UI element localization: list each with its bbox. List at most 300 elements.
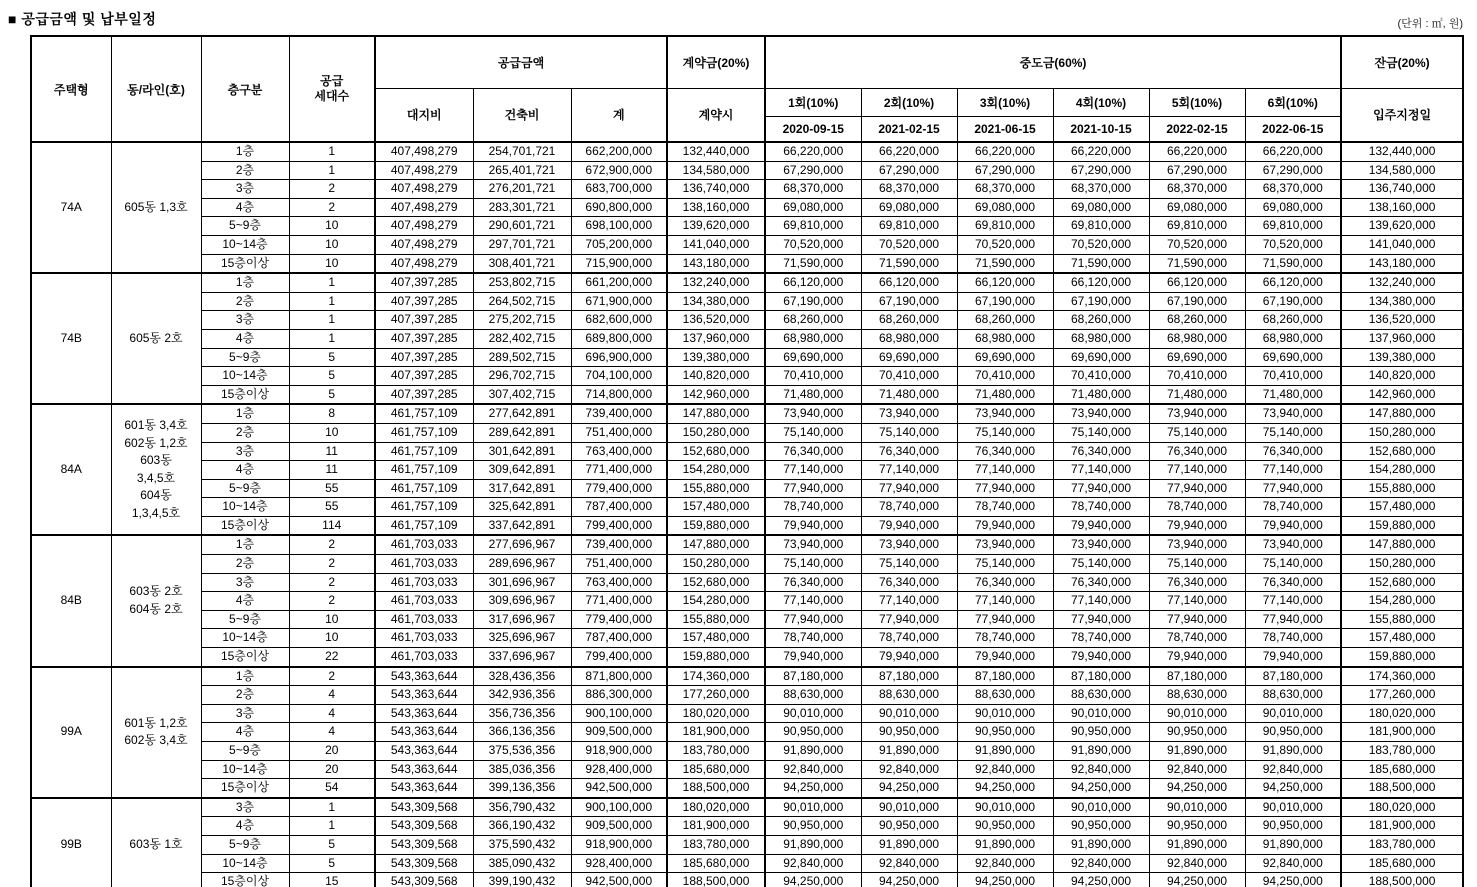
floor-cell: 1층	[201, 404, 289, 423]
floor-cell: 15층이상	[201, 516, 289, 535]
installment-payment-cell-2: 73,940,000	[861, 535, 957, 554]
col-header-dong-line: 동/라인(호)	[111, 36, 201, 142]
contract-payment-cell: 157,480,000	[667, 629, 765, 648]
land-cost-cell: 543,363,644	[375, 704, 473, 723]
land-cost-cell: 407,498,279	[375, 235, 473, 254]
total-cost-cell: 928,400,000	[571, 760, 667, 779]
installment-payment-cell-5: 71,480,000	[1149, 385, 1245, 404]
installment-payment-cell-5: 70,520,000	[1149, 235, 1245, 254]
land-cost-cell: 543,363,644	[375, 779, 473, 798]
installment-payment-cell-5: 68,370,000	[1149, 180, 1245, 199]
installment-payment-cell-6: 76,340,000	[1245, 573, 1341, 592]
balance-payment-cell: 157,480,000	[1341, 629, 1463, 648]
table-body	[31, 142, 1463, 887]
installment-payment-cell-3: 90,950,000	[957, 723, 1053, 742]
group-header-contract: 계약금(20%)	[667, 36, 765, 88]
floor-cell: 10~14층	[201, 498, 289, 517]
installment-payment-cell-6: 91,890,000	[1245, 835, 1341, 854]
table-row	[31, 573, 1463, 592]
table-row	[31, 779, 1463, 798]
installment-payment-cell-1: 91,890,000	[765, 742, 861, 761]
units-cell: 22	[289, 648, 375, 667]
land-cost-cell: 461,757,109	[375, 498, 473, 517]
total-cost-cell: 871,800,000	[571, 667, 667, 686]
installment-payment-cell-6: 90,010,000	[1245, 798, 1341, 817]
building-cost-cell: 275,202,715	[473, 311, 571, 330]
contract-payment-cell: 157,480,000	[667, 498, 765, 517]
installment-payment-cell-2: 68,370,000	[861, 180, 957, 199]
installment-payment-cell-1: 66,120,000	[765, 273, 861, 292]
installment-payment-cell-2: 76,340,000	[861, 442, 957, 461]
land-cost-cell: 461,703,033	[375, 629, 473, 648]
installment-payment-cell-5: 79,940,000	[1149, 648, 1245, 667]
contract-payment-cell: 183,780,000	[667, 835, 765, 854]
installment-date-4: 2021-10-15	[1053, 116, 1149, 142]
total-cost-cell: 771,400,000	[571, 592, 667, 611]
installment-payment-cell-2: 77,140,000	[861, 461, 957, 480]
installment-payment-cell-3: 70,520,000	[957, 235, 1053, 254]
col-header-units: 공급 세대수	[289, 36, 375, 142]
table-row	[31, 686, 1463, 705]
land-cost-cell: 461,703,033	[375, 610, 473, 629]
building-cost-cell: 366,190,432	[473, 817, 571, 836]
installment-payment-cell-6: 77,940,000	[1245, 610, 1341, 629]
contract-payment-cell: 150,280,000	[667, 423, 765, 442]
table-row	[31, 592, 1463, 611]
building-cost-cell: 296,702,715	[473, 367, 571, 386]
installment-payment-cell-3: 79,940,000	[957, 516, 1053, 535]
page-title: ■ 공급금액 및 납부일정	[8, 11, 157, 27]
land-cost-cell: 407,397,285	[375, 367, 473, 386]
table-row	[31, 367, 1463, 386]
land-cost-cell: 407,397,285	[375, 385, 473, 404]
installment-payment-cell-1: 77,940,000	[765, 479, 861, 498]
building-cost-cell: 297,701,721	[473, 235, 571, 254]
total-cost-cell: 909,500,000	[571, 817, 667, 836]
table-row	[31, 404, 1463, 423]
installment-payment-cell-4: 78,740,000	[1053, 629, 1149, 648]
installment-payment-cell-4: 67,190,000	[1053, 292, 1149, 311]
installment-payment-cell-5: 94,250,000	[1149, 873, 1245, 887]
units-cell: 1	[289, 798, 375, 817]
floor-cell: 5~9층	[201, 610, 289, 629]
land-cost-cell: 461,703,033	[375, 648, 473, 667]
units-cell: 1	[289, 292, 375, 311]
installment-payment-cell-5: 67,190,000	[1149, 292, 1245, 311]
building-cost-cell: 399,190,432	[473, 873, 571, 887]
col-header-installment-2: 2회(10%)	[861, 88, 957, 116]
installment-payment-cell-6: 70,410,000	[1245, 367, 1341, 386]
units-cell: 5	[289, 385, 375, 404]
building-cost-cell: 385,090,432	[473, 854, 571, 873]
installment-payment-cell-5: 76,340,000	[1149, 573, 1245, 592]
installment-payment-cell-3: 69,810,000	[957, 217, 1053, 236]
balance-payment-cell: 132,240,000	[1341, 273, 1463, 292]
floor-cell: 15층이상	[201, 779, 289, 798]
balance-payment-cell: 152,680,000	[1341, 442, 1463, 461]
balance-payment-cell: 159,880,000	[1341, 516, 1463, 535]
building-cost-cell: 283,301,721	[473, 198, 571, 217]
installment-payment-cell-2: 90,010,000	[861, 704, 957, 723]
contract-payment-cell: 142,960,000	[667, 385, 765, 404]
building-cost-cell: 277,642,891	[473, 404, 571, 423]
building-cost-cell: 253,802,715	[473, 273, 571, 292]
balance-payment-cell: 139,620,000	[1341, 217, 1463, 236]
col-header-building: 건축비	[473, 88, 571, 142]
installment-payment-cell-2: 75,140,000	[861, 555, 957, 574]
building-cost-cell: 254,701,721	[473, 142, 571, 161]
balance-payment-cell: 185,680,000	[1341, 760, 1463, 779]
installment-payment-cell-4: 70,410,000	[1053, 367, 1149, 386]
units-cell: 114	[289, 516, 375, 535]
table-row	[31, 442, 1463, 461]
installment-payment-cell-6: 94,250,000	[1245, 873, 1341, 887]
contract-payment-cell: 177,260,000	[667, 686, 765, 705]
installment-payment-cell-3: 71,480,000	[957, 385, 1053, 404]
floor-cell: 10~14층	[201, 235, 289, 254]
installment-payment-cell-1: 73,940,000	[765, 404, 861, 423]
installment-payment-cell-2: 66,120,000	[861, 273, 957, 292]
installment-payment-cell-6: 71,480,000	[1245, 385, 1341, 404]
installment-payment-cell-6: 78,740,000	[1245, 629, 1341, 648]
installment-payment-cell-3: 94,250,000	[957, 873, 1053, 887]
installment-payment-cell-1: 90,010,000	[765, 704, 861, 723]
installment-payment-cell-5: 91,890,000	[1149, 742, 1245, 761]
installment-payment-cell-4: 91,890,000	[1053, 835, 1149, 854]
balance-payment-cell: 159,880,000	[1341, 648, 1463, 667]
installment-payment-cell-6: 90,010,000	[1245, 704, 1341, 723]
floor-cell: 4층	[201, 461, 289, 480]
floor-cell: 3층	[201, 798, 289, 817]
building-cost-cell: 309,642,891	[473, 461, 571, 480]
house-type-cell: 84B	[31, 535, 111, 666]
total-cost-cell: 799,400,000	[571, 648, 667, 667]
installment-payment-cell-3: 69,080,000	[957, 198, 1053, 217]
table-row	[31, 292, 1463, 311]
table-row	[31, 704, 1463, 723]
balance-payment-cell: 183,780,000	[1341, 835, 1463, 854]
table-row	[31, 667, 1463, 686]
building-cost-cell: 337,696,967	[473, 648, 571, 667]
installment-payment-cell-5: 76,340,000	[1149, 442, 1245, 461]
installment-payment-cell-1: 90,950,000	[765, 723, 861, 742]
installment-payment-cell-2: 88,630,000	[861, 686, 957, 705]
installment-payment-cell-5: 77,140,000	[1149, 592, 1245, 611]
installment-payment-cell-3: 67,190,000	[957, 292, 1053, 311]
installment-payment-cell-4: 77,140,000	[1053, 592, 1149, 611]
units-cell: 10	[289, 423, 375, 442]
installment-payment-cell-2: 77,940,000	[861, 479, 957, 498]
table-row	[31, 555, 1463, 574]
installment-payment-cell-4: 75,140,000	[1053, 423, 1149, 442]
installment-payment-cell-4: 66,120,000	[1053, 273, 1149, 292]
installment-payment-cell-5: 73,940,000	[1149, 404, 1245, 423]
building-cost-cell: 289,696,967	[473, 555, 571, 574]
installment-payment-cell-1: 69,080,000	[765, 198, 861, 217]
contract-payment-cell: 185,680,000	[667, 760, 765, 779]
contract-payment-cell: 139,620,000	[667, 217, 765, 236]
floor-cell: 10~14층	[201, 760, 289, 779]
installment-payment-cell-6: 79,940,000	[1245, 516, 1341, 535]
installment-payment-cell-2: 91,890,000	[861, 742, 957, 761]
installment-payment-cell-2: 67,290,000	[861, 161, 957, 180]
installment-payment-cell-4: 68,980,000	[1053, 329, 1149, 348]
floor-cell: 1층	[201, 535, 289, 554]
installment-payment-cell-1: 67,190,000	[765, 292, 861, 311]
col-header-installment-1: 1회(10%)	[765, 88, 861, 116]
land-cost-cell: 407,498,279	[375, 161, 473, 180]
installment-payment-cell-3: 87,180,000	[957, 667, 1053, 686]
units-cell: 20	[289, 742, 375, 761]
units-cell: 55	[289, 498, 375, 517]
installment-payment-cell-6: 77,140,000	[1245, 592, 1341, 611]
installment-payment-cell-4: 69,080,000	[1053, 198, 1149, 217]
total-cost-cell: 751,400,000	[571, 555, 667, 574]
balance-payment-cell: 188,500,000	[1341, 873, 1463, 887]
contract-payment-cell: 136,520,000	[667, 311, 765, 330]
balance-payment-cell: 134,380,000	[1341, 292, 1463, 311]
installment-payment-cell-2: 90,010,000	[861, 798, 957, 817]
units-cell: 1	[289, 273, 375, 292]
table-row	[31, 610, 1463, 629]
installment-payment-cell-4: 77,940,000	[1053, 479, 1149, 498]
building-cost-cell: 317,696,967	[473, 610, 571, 629]
dong-line-cell: 605동 1,3호	[111, 142, 201, 273]
floor-cell: 5~9층	[201, 835, 289, 854]
installment-payment-cell-4: 92,840,000	[1053, 760, 1149, 779]
installment-payment-cell-1: 88,630,000	[765, 686, 861, 705]
contract-payment-cell: 180,020,000	[667, 798, 765, 817]
installment-payment-cell-6: 92,840,000	[1245, 854, 1341, 873]
units-cell: 20	[289, 760, 375, 779]
installment-payment-cell-1: 79,940,000	[765, 648, 861, 667]
installment-payment-cell-5: 67,290,000	[1149, 161, 1245, 180]
table-row	[31, 235, 1463, 254]
installment-payment-cell-1: 79,940,000	[765, 516, 861, 535]
balance-payment-cell: 142,960,000	[1341, 385, 1463, 404]
contract-payment-cell: 183,780,000	[667, 742, 765, 761]
units-cell: 1	[289, 311, 375, 330]
installment-payment-cell-6: 66,120,000	[1245, 273, 1341, 292]
installment-payment-cell-6: 67,290,000	[1245, 161, 1341, 180]
units-cell: 2	[289, 555, 375, 574]
units-cell: 5	[289, 854, 375, 873]
land-cost-cell: 461,757,109	[375, 461, 473, 480]
floor-cell: 4층	[201, 198, 289, 217]
land-cost-cell: 461,757,109	[375, 516, 473, 535]
floor-cell: 5~9층	[201, 217, 289, 236]
installment-payment-cell-4: 90,950,000	[1053, 817, 1149, 836]
total-cost-cell: 763,400,000	[571, 573, 667, 592]
installment-payment-cell-5: 71,590,000	[1149, 254, 1245, 273]
installment-payment-cell-1: 75,140,000	[765, 555, 861, 574]
installment-payment-cell-3: 76,340,000	[957, 442, 1053, 461]
installment-payment-cell-3: 66,120,000	[957, 273, 1053, 292]
balance-payment-cell: 143,180,000	[1341, 254, 1463, 273]
land-cost-cell: 407,498,279	[375, 254, 473, 273]
installment-payment-cell-4: 88,630,000	[1053, 686, 1149, 705]
installment-payment-cell-3: 66,220,000	[957, 142, 1053, 161]
installment-payment-cell-1: 87,180,000	[765, 667, 861, 686]
installment-payment-cell-1: 66,220,000	[765, 142, 861, 161]
installment-payment-cell-6: 94,250,000	[1245, 779, 1341, 798]
building-cost-cell: 301,642,891	[473, 442, 571, 461]
table-row	[31, 516, 1463, 535]
contract-payment-cell: 139,380,000	[667, 348, 765, 367]
land-cost-cell: 461,757,109	[375, 404, 473, 423]
installment-payment-cell-5: 69,690,000	[1149, 348, 1245, 367]
installment-payment-cell-2: 87,180,000	[861, 667, 957, 686]
installment-payment-cell-5: 77,940,000	[1149, 479, 1245, 498]
contract-payment-cell: 137,960,000	[667, 329, 765, 348]
dong-line-cell: 601동 3,4호 602동 1,2호 603동 3,4,5호 604동 1,3,4,5호	[111, 404, 201, 535]
balance-payment-cell: 136,740,000	[1341, 180, 1463, 199]
balance-payment-cell: 132,440,000	[1341, 142, 1463, 161]
total-cost-cell: 900,100,000	[571, 704, 667, 723]
installment-payment-cell-3: 91,890,000	[957, 742, 1053, 761]
table-row	[31, 217, 1463, 236]
floor-cell: 5~9층	[201, 348, 289, 367]
installment-payment-cell-3: 73,940,000	[957, 535, 1053, 554]
total-cost-cell: 886,300,000	[571, 686, 667, 705]
installment-payment-cell-6: 76,340,000	[1245, 442, 1341, 461]
installment-payment-cell-4: 71,480,000	[1053, 385, 1149, 404]
units-cell: 1	[289, 329, 375, 348]
units-cell: 4	[289, 723, 375, 742]
floor-cell: 1층	[201, 667, 289, 686]
units-cell: 2	[289, 180, 375, 199]
table-row	[31, 180, 1463, 199]
total-cost-cell: 704,100,000	[571, 367, 667, 386]
floor-cell: 10~14층	[201, 854, 289, 873]
installment-payment-cell-5: 66,120,000	[1149, 273, 1245, 292]
table-row	[31, 254, 1463, 273]
installment-payment-cell-5: 66,220,000	[1149, 142, 1245, 161]
land-cost-cell: 461,703,033	[375, 573, 473, 592]
total-cost-cell: 705,200,000	[571, 235, 667, 254]
installment-payment-cell-1: 77,940,000	[765, 610, 861, 629]
table-row	[31, 348, 1463, 367]
installment-payment-cell-2: 78,740,000	[861, 498, 957, 517]
table-row	[31, 854, 1463, 873]
total-cost-cell: 942,500,000	[571, 779, 667, 798]
installment-payment-cell-2: 92,840,000	[861, 854, 957, 873]
installment-payment-cell-3: 69,690,000	[957, 348, 1053, 367]
units-cell: 10	[289, 610, 375, 629]
installment-payment-cell-6: 67,190,000	[1245, 292, 1341, 311]
installment-payment-cell-3: 94,250,000	[957, 779, 1053, 798]
installment-payment-cell-6: 69,810,000	[1245, 217, 1341, 236]
contract-payment-cell: 138,160,000	[667, 198, 765, 217]
contract-payment-cell: 150,280,000	[667, 555, 765, 574]
installment-payment-cell-3: 78,740,000	[957, 498, 1053, 517]
floor-cell: 15층이상	[201, 385, 289, 404]
installment-payment-cell-5: 90,950,000	[1149, 817, 1245, 836]
land-cost-cell: 461,703,033	[375, 535, 473, 554]
units-cell: 2	[289, 535, 375, 554]
total-cost-cell: 661,200,000	[571, 273, 667, 292]
installment-payment-cell-5: 78,740,000	[1149, 498, 1245, 517]
unit-note: (단위 : ㎡, 원)	[1397, 18, 1463, 30]
installment-payment-cell-3: 71,590,000	[957, 254, 1053, 273]
land-cost-cell: 407,397,285	[375, 292, 473, 311]
land-cost-cell: 461,757,109	[375, 423, 473, 442]
installment-payment-cell-5: 69,810,000	[1149, 217, 1245, 236]
land-cost-cell: 543,309,568	[375, 835, 473, 854]
house-type-cell: 84A	[31, 404, 111, 535]
table-row	[31, 273, 1463, 292]
balance-payment-cell: 140,820,000	[1341, 367, 1463, 386]
floor-cell: 2층	[201, 686, 289, 705]
total-cost-cell: 715,900,000	[571, 254, 667, 273]
installment-payment-cell-5: 69,080,000	[1149, 198, 1245, 217]
installment-payment-cell-4: 69,690,000	[1053, 348, 1149, 367]
installment-payment-cell-5: 77,140,000	[1149, 461, 1245, 480]
total-cost-cell: 689,800,000	[571, 329, 667, 348]
land-cost-cell: 543,309,568	[375, 817, 473, 836]
contract-payment-cell: 188,500,000	[667, 779, 765, 798]
total-cost-cell: 787,400,000	[571, 498, 667, 517]
installment-payment-cell-1: 68,370,000	[765, 180, 861, 199]
land-cost-cell: 407,498,279	[375, 142, 473, 161]
table-row	[31, 461, 1463, 480]
installment-payment-cell-6: 71,590,000	[1245, 254, 1341, 273]
land-cost-cell: 543,363,644	[375, 723, 473, 742]
installment-payment-cell-1: 78,740,000	[765, 498, 861, 517]
installment-payment-cell-3: 77,140,000	[957, 461, 1053, 480]
units-cell: 1	[289, 817, 375, 836]
col-header-installment-6: 6회(10%)	[1245, 88, 1341, 116]
total-cost-cell: 771,400,000	[571, 461, 667, 480]
balance-payment-cell: 147,880,000	[1341, 404, 1463, 423]
installment-payment-cell-5: 90,950,000	[1149, 723, 1245, 742]
installment-payment-cell-5: 75,140,000	[1149, 423, 1245, 442]
total-cost-cell: 683,700,000	[571, 180, 667, 199]
contract-payment-cell: 181,900,000	[667, 817, 765, 836]
building-cost-cell: 282,402,715	[473, 329, 571, 348]
installment-payment-cell-6: 77,940,000	[1245, 479, 1341, 498]
installment-payment-cell-1: 68,980,000	[765, 329, 861, 348]
installment-payment-cell-4: 69,810,000	[1053, 217, 1149, 236]
contract-payment-cell: 134,580,000	[667, 161, 765, 180]
land-cost-cell: 461,757,109	[375, 479, 473, 498]
installment-payment-cell-5: 68,980,000	[1149, 329, 1245, 348]
balance-payment-cell: 180,020,000	[1341, 798, 1463, 817]
installment-payment-cell-4: 73,940,000	[1053, 404, 1149, 423]
balance-payment-cell: 155,880,000	[1341, 610, 1463, 629]
installment-payment-cell-5: 75,140,000	[1149, 555, 1245, 574]
building-cost-cell: 289,502,715	[473, 348, 571, 367]
installment-payment-cell-3: 90,010,000	[957, 704, 1053, 723]
building-cost-cell: 290,601,721	[473, 217, 571, 236]
land-cost-cell: 543,309,568	[375, 854, 473, 873]
units-cell: 10	[289, 629, 375, 648]
balance-payment-cell: 150,280,000	[1341, 555, 1463, 574]
installment-payment-cell-3: 79,940,000	[957, 648, 1053, 667]
units-cell: 5	[289, 367, 375, 386]
land-cost-cell: 543,363,644	[375, 742, 473, 761]
installment-payment-cell-4: 94,250,000	[1053, 873, 1149, 887]
building-cost-cell: 276,201,721	[473, 180, 571, 199]
building-cost-cell: 385,036,356	[473, 760, 571, 779]
contract-payment-cell: 155,880,000	[667, 610, 765, 629]
installment-payment-cell-1: 94,250,000	[765, 873, 861, 887]
installment-payment-cell-1: 94,250,000	[765, 779, 861, 798]
floor-cell: 1층	[201, 273, 289, 292]
contract-payment-cell: 159,880,000	[667, 648, 765, 667]
balance-payment-cell: 181,900,000	[1341, 817, 1463, 836]
total-cost-cell: 751,400,000	[571, 423, 667, 442]
